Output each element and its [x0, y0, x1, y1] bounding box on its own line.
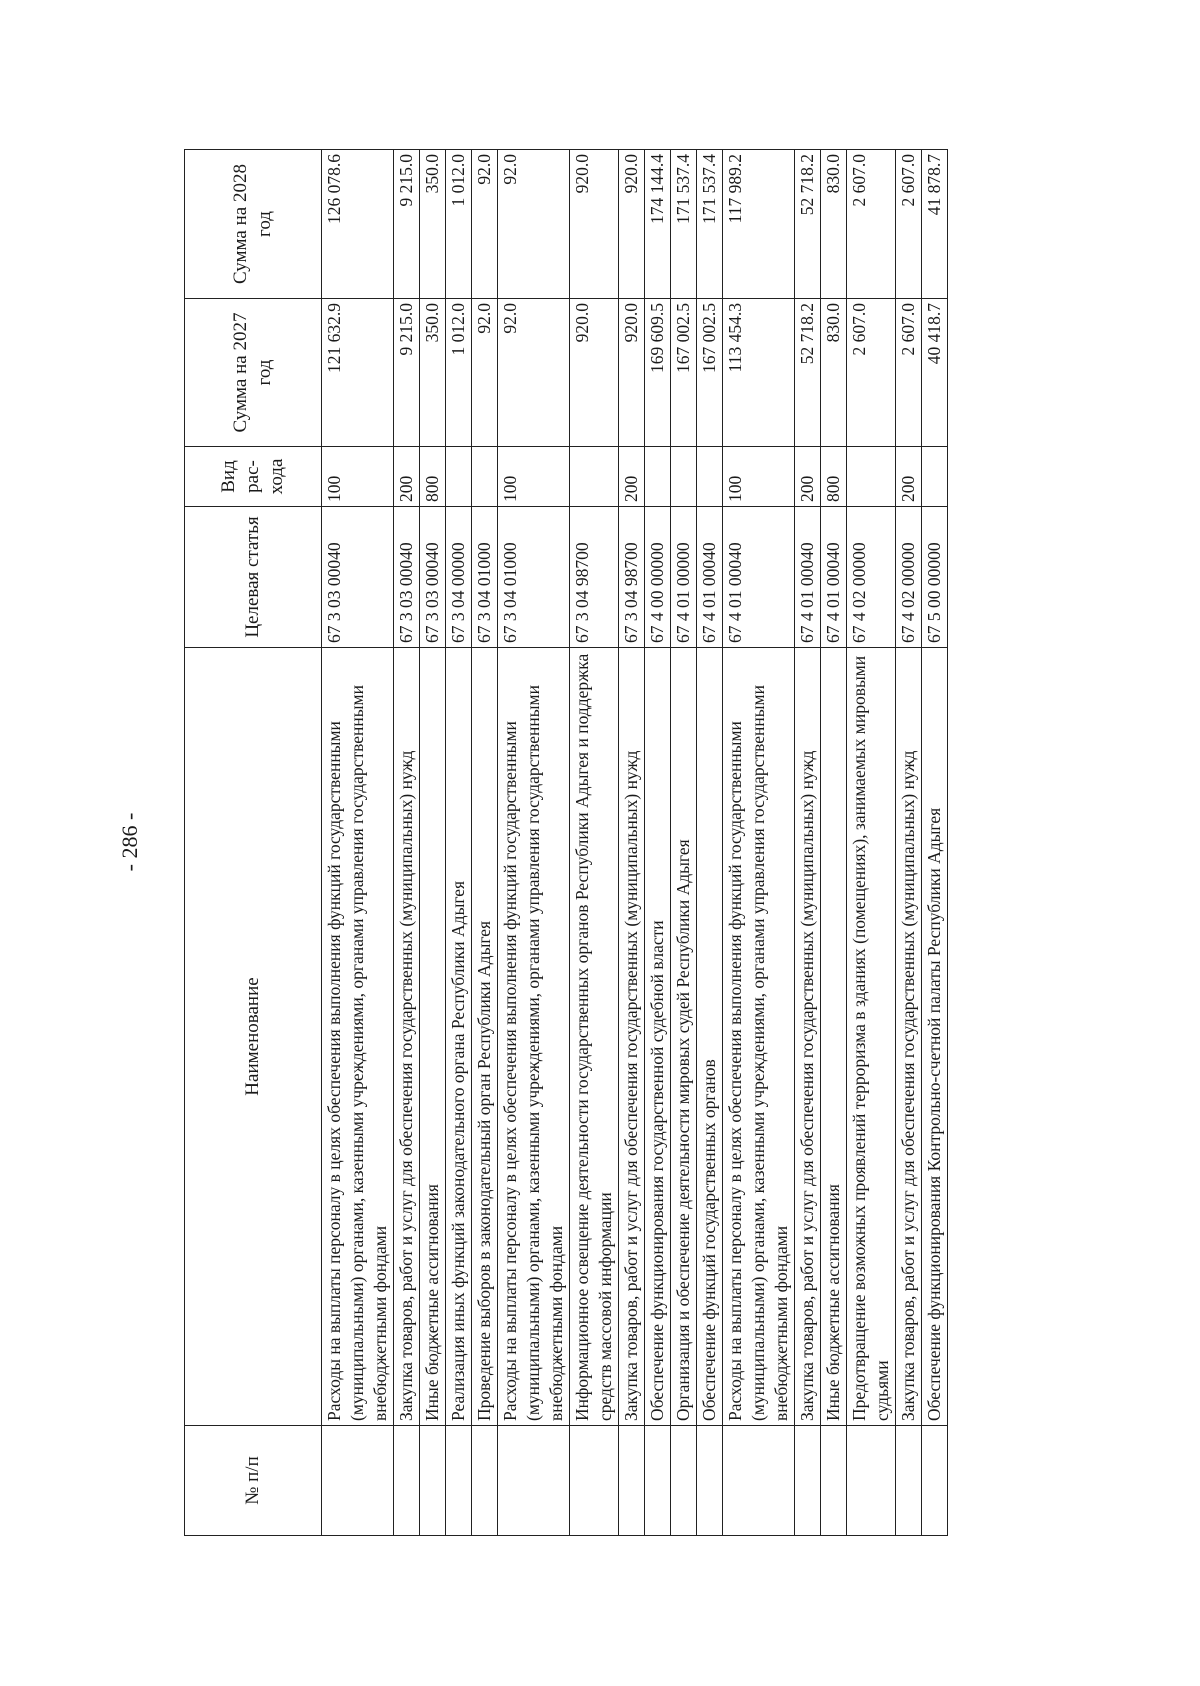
- cell-code: 67 3 04 00000: [446, 507, 472, 648]
- cell-name: Закупка товаров, работ и услуг для обеспечения государственных (муниципальных) нужд: [795, 648, 821, 1426]
- cell-name: Расходы на выплаты персоналу в целях обеспечения выполнения функций государственными (муниципальными) органами, казенными учреждениями, органами управления государственными внебюджетными фондами: [498, 648, 570, 1426]
- cell-sum-2027: 169 609.5: [645, 299, 671, 447]
- cell-num: [795, 1426, 821, 1536]
- cell-sum-2027: 350.0: [420, 299, 446, 447]
- cell-code: 67 4 00 00000: [645, 507, 671, 648]
- cell-vid: 200: [795, 447, 821, 507]
- cell-sum-2028: 52 718.2: [795, 150, 821, 299]
- table-row: [795, 150, 821, 1536]
- cell-num: [420, 1426, 446, 1536]
- cell-num: [394, 1426, 420, 1536]
- cell-vid: [922, 447, 948, 507]
- table-row: [394, 150, 420, 1536]
- cell-sum-2027: 52 718.2: [795, 299, 821, 447]
- cell-name: Расходы на выплаты персоналу в целях обеспечения выполнения функций государственными (муниципальными) органами, казенными учреждениями, органами управления государственными внебюджетными фондами: [322, 648, 394, 1426]
- cell-name: Предотвращение возможных проявлений терроризма в зданиях (помещениях), занимаемых мировыми судьями: [847, 648, 896, 1426]
- cell-code: 67 4 01 00040: [795, 507, 821, 648]
- cell-num: [697, 1426, 723, 1536]
- table-body: [322, 150, 948, 1536]
- cell-code: 67 3 03 00040: [394, 507, 420, 648]
- cell-vid: 100: [498, 447, 570, 507]
- header-sum-2027: Сумма на 2027 год: [185, 299, 322, 447]
- cell-name: Организация и обеспечение деятельности мировых судей Республики Адыгея: [671, 648, 697, 1426]
- cell-sum-2027: 920.0: [619, 299, 645, 447]
- cell-code: 67 4 01 00040: [697, 507, 723, 648]
- cell-name: Закупка товаров, работ и услуг для обеспечения государственных (муниципальных) нужд: [619, 648, 645, 1426]
- cell-num: [498, 1426, 570, 1536]
- cell-sum-2027: 9 215.0: [394, 299, 420, 447]
- cell-code: 67 4 02 00000: [896, 507, 922, 648]
- cell-sum-2028: 9 215.0: [394, 150, 420, 299]
- cell-vid: [570, 447, 619, 507]
- cell-sum-2028: 41 878.7: [922, 150, 948, 299]
- cell-sum-2028: 117 989.2: [723, 150, 795, 299]
- cell-vid: [446, 447, 472, 507]
- cell-vid: 100: [322, 447, 394, 507]
- cell-vid: 800: [821, 447, 847, 507]
- cell-name: Расходы на выплаты персоналу в целях обеспечения выполнения функций государственными (муниципальными) органами, казенными учреждениями, органами управления государственными внебюджетными фондами: [723, 648, 795, 1426]
- table-row: [570, 150, 619, 1536]
- cell-num: [723, 1426, 795, 1536]
- page-number: - 286 -: [117, 812, 142, 872]
- cell-sum-2028: 126 078.6: [322, 150, 394, 299]
- table-row: [847, 150, 896, 1536]
- cell-num: [322, 1426, 394, 1536]
- cell-sum-2028: 171 537.4: [671, 150, 697, 299]
- cell-code: 67 3 04 01000: [498, 507, 570, 648]
- cell-code: 67 3 04 98700: [570, 507, 619, 648]
- table-row: [322, 150, 394, 1536]
- cell-code: 67 4 02 00000: [847, 507, 896, 648]
- table-row: [896, 150, 922, 1536]
- table-row: [645, 150, 671, 1536]
- cell-num: [922, 1426, 948, 1536]
- cell-name: Информационное освещение деятельности государственных органов Республики Адыгея и поддержка средств массовой информации: [570, 648, 619, 1426]
- cell-sum-2027: 167 002.5: [697, 299, 723, 447]
- cell-num: [472, 1426, 498, 1536]
- cell-sum-2028: 350.0: [420, 150, 446, 299]
- cell-sum-2028: 2 607.0: [896, 150, 922, 299]
- cell-sum-2028: 920.0: [619, 150, 645, 299]
- cell-num: [446, 1426, 472, 1536]
- cell-sum-2027: 1 012.0: [446, 299, 472, 447]
- cell-sum-2028: 2 607.0: [847, 150, 896, 299]
- header-sum-2028: Сумма на 2028 год: [185, 150, 322, 299]
- cell-vid: [645, 447, 671, 507]
- cell-name: Иные бюджетные ассигнования: [821, 648, 847, 1426]
- cell-vid: 200: [619, 447, 645, 507]
- cell-vid: 200: [896, 447, 922, 507]
- table-row: [446, 150, 472, 1536]
- cell-code: 67 3 04 98700: [619, 507, 645, 648]
- header-name: Наименование: [185, 648, 322, 1426]
- cell-name: Обеспечение функций государственных органов: [697, 648, 723, 1426]
- cell-num: [619, 1426, 645, 1536]
- table-row: [723, 150, 795, 1536]
- table-row: [821, 150, 847, 1536]
- cell-code: 67 4 01 00040: [821, 507, 847, 648]
- cell-num: [671, 1426, 697, 1536]
- cell-num: [570, 1426, 619, 1536]
- cell-vid: [472, 447, 498, 507]
- cell-sum-2028: 920.0: [570, 150, 619, 299]
- cell-code: 67 4 01 00040: [723, 507, 795, 648]
- table-row: [619, 150, 645, 1536]
- cell-code: 67 4 01 00000: [671, 507, 697, 648]
- header-vid: Вид рас- хода: [185, 447, 322, 507]
- cell-num: [645, 1426, 671, 1536]
- cell-num: [847, 1426, 896, 1536]
- cell-sum-2027: 830.0: [821, 299, 847, 447]
- table-row: [498, 150, 570, 1536]
- cell-vid: 200: [394, 447, 420, 507]
- cell-sum-2028: 174 144.4: [645, 150, 671, 299]
- cell-sum-2028: 830.0: [821, 150, 847, 299]
- cell-name: Закупка товаров, работ и услуг для обеспечения государственных (муниципальных) нужд: [896, 648, 922, 1426]
- table-row: [671, 150, 697, 1536]
- cell-code: 67 3 03 00040: [420, 507, 446, 648]
- budget-sheet: [184, 150, 1092, 1536]
- table-row: [420, 150, 446, 1536]
- budget-table: [184, 149, 948, 1536]
- cell-sum-2027: 167 002.5: [671, 299, 697, 447]
- cell-num: [821, 1426, 847, 1536]
- cell-name: Обеспечение функционирования государственной судебной власти: [645, 648, 671, 1426]
- cell-sum-2027: 920.0: [570, 299, 619, 447]
- header-code: Целевая статья: [185, 507, 322, 648]
- cell-vid: [847, 447, 896, 507]
- cell-sum-2027: 2 607.0: [847, 299, 896, 447]
- table-row: [472, 150, 498, 1536]
- table-row: [922, 150, 948, 1536]
- cell-sum-2027: 40 418.7: [922, 299, 948, 447]
- cell-code: 67 5 00 00000: [922, 507, 948, 648]
- header-num: № п/п: [185, 1426, 322, 1536]
- cell-sum-2028: 171 537.4: [697, 150, 723, 299]
- cell-num: [896, 1426, 922, 1536]
- cell-name: Иные бюджетные ассигнования: [420, 648, 446, 1426]
- table-row: [697, 150, 723, 1536]
- cell-sum-2028: 92.0: [472, 150, 498, 299]
- cell-sum-2027: 121 632.9: [322, 299, 394, 447]
- cell-name: Обеспечение функционирования Контрольно-счетной палаты Республики Адыгея: [922, 648, 948, 1426]
- cell-sum-2027: 92.0: [498, 299, 570, 447]
- cell-sum-2027: 2 607.0: [896, 299, 922, 447]
- cell-vid: 100: [723, 447, 795, 507]
- cell-sum-2028: 1 012.0: [446, 150, 472, 299]
- cell-sum-2027: 92.0: [472, 299, 498, 447]
- cell-name: Проведение выборов в законодательный орган Республики Адыгея: [472, 648, 498, 1426]
- cell-vid: 800: [420, 447, 446, 507]
- cell-name: Закупка товаров, работ и услуг для обеспечения государственных (муниципальных) нужд: [394, 648, 420, 1426]
- cell-vid: [671, 447, 697, 507]
- cell-sum-2027: 113 454.3: [723, 299, 795, 447]
- cell-vid: [697, 447, 723, 507]
- cell-name: Реализация иных функций законодательного органа Республики Адыгея: [446, 648, 472, 1426]
- cell-code: 67 3 03 00040: [322, 507, 394, 648]
- table-header-row: [185, 150, 322, 1536]
- cell-sum-2028: 92.0: [498, 150, 570, 299]
- cell-code: 67 3 04 01000: [472, 507, 498, 648]
